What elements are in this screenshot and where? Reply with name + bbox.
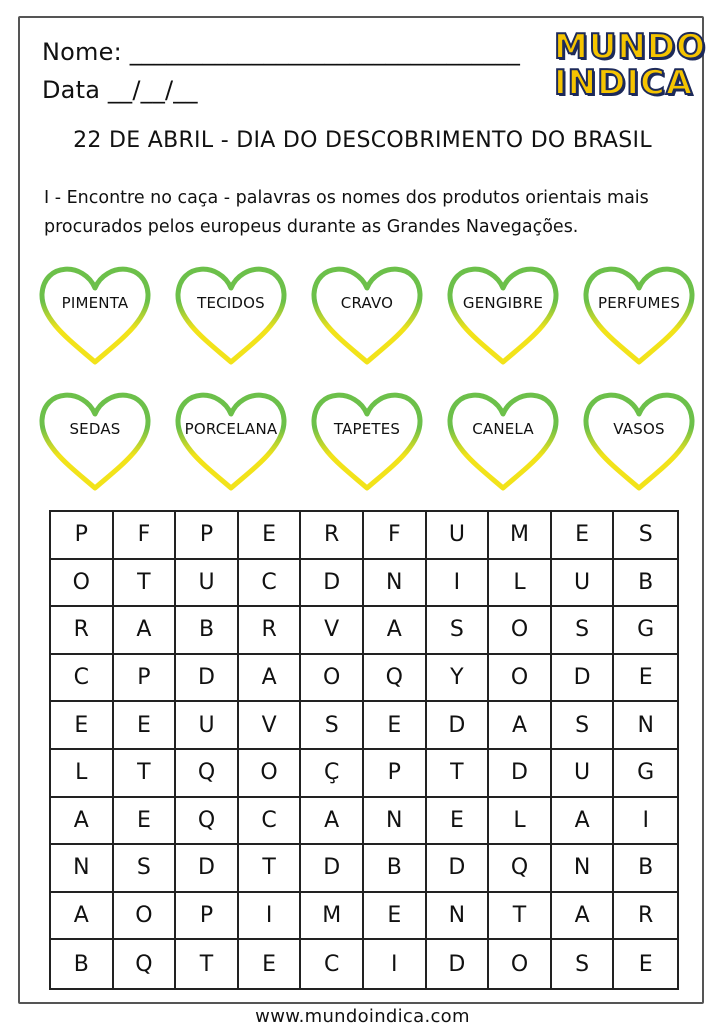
grid-cell[interactable]: E (364, 893, 427, 941)
grid-cell[interactable]: B (614, 845, 677, 893)
word-hearts (0, 0, 725, 500)
grid-cell[interactable]: R (239, 607, 302, 655)
word-label: TAPETES (333, 420, 401, 438)
grid-cell[interactable]: L (489, 560, 552, 608)
grid-cell[interactable]: A (552, 893, 615, 941)
grid-cell[interactable]: U (176, 560, 239, 608)
word-label: PORCELANA (184, 420, 278, 438)
grid-cell[interactable]: V (301, 607, 364, 655)
logo-line-2: INDICA (554, 63, 694, 103)
grid-cell[interactable]: D (427, 940, 490, 988)
grid-cell[interactable]: C (239, 798, 302, 846)
grid-cell[interactable]: Q (176, 750, 239, 798)
heart-icon (36, 384, 154, 494)
grid-cell[interactable]: D (489, 750, 552, 798)
grid-cell[interactable]: T (427, 750, 490, 798)
grid-cell[interactable]: D (552, 655, 615, 703)
heart-icon (36, 258, 154, 368)
word-heart (580, 258, 698, 368)
grid-cell[interactable]: A (239, 655, 302, 703)
word-label: CANELA (472, 420, 534, 438)
word-heart (36, 384, 154, 494)
grid-cell[interactable]: S (552, 702, 615, 750)
heart-icon (172, 384, 290, 494)
word-heart (172, 384, 290, 494)
grid-cell[interactable]: P (364, 750, 427, 798)
grid-cell[interactable]: N (364, 560, 427, 608)
word-label: GENGIBRE (462, 294, 544, 312)
grid-cell[interactable]: L (489, 798, 552, 846)
heart-icon (172, 258, 290, 368)
grid-cell[interactable]: O (489, 607, 552, 655)
grid-cell[interactable]: P (176, 512, 239, 560)
word-label: PERFUMES (597, 294, 681, 312)
grid-cell[interactable]: A (489, 702, 552, 750)
grid-cell[interactable]: B (51, 940, 114, 988)
grid-cell[interactable]: F (364, 512, 427, 560)
grid-cell[interactable]: O (239, 750, 302, 798)
grid-cell[interactable]: M (489, 512, 552, 560)
grid-cell[interactable]: V (239, 702, 302, 750)
heart-icon (308, 384, 426, 494)
word-heart (172, 258, 290, 368)
grid-cell[interactable]: A (552, 798, 615, 846)
grid-cell[interactable]: Q (114, 940, 177, 988)
grid-cell[interactable]: N (364, 798, 427, 846)
grid-cell[interactable]: E (638, 951, 653, 977)
grid-cell[interactable]: A (51, 893, 114, 941)
heart-icon (444, 258, 562, 368)
grid-cell[interactable]: N (51, 845, 114, 893)
grid-cell[interactable]: D (301, 845, 364, 893)
grid-cell[interactable]: O (301, 655, 364, 703)
grid-cell[interactable]: S (427, 607, 490, 655)
grid-cell[interactable]: P (114, 655, 177, 703)
grid-cell[interactable]: S (614, 512, 677, 560)
grid-cell[interactable]: P (176, 893, 239, 941)
grid-cell[interactable]: T (239, 845, 302, 893)
grid-cell[interactable]: C (51, 655, 114, 703)
grid-cell[interactable]: E (114, 798, 177, 846)
grid-cell[interactable]: E (552, 512, 615, 560)
grid-cell[interactable]: N (552, 845, 615, 893)
grid-cell[interactable]: D (427, 702, 490, 750)
heart-icon (444, 384, 562, 494)
grid-cell[interactable]: Y (427, 655, 490, 703)
word-heart (308, 384, 426, 494)
grid-cell[interactable]: D (176, 655, 239, 703)
grid-cell[interactable]: U (552, 560, 615, 608)
word-heart (444, 258, 562, 368)
logo-line-1: MUNDO (554, 27, 707, 67)
word-heart (580, 384, 698, 494)
grid-cell[interactable]: O (489, 940, 552, 988)
grid-cell[interactable]: T (489, 893, 552, 941)
grid-cell[interactable]: I (239, 893, 302, 941)
grid-cell[interactable]: I (427, 560, 490, 608)
name-field: Nome: ________________________________ (42, 38, 521, 66)
word-label: VASOS (613, 420, 665, 438)
grid-cell[interactable]: E (364, 702, 427, 750)
grid-cell[interactable]: U (427, 512, 490, 560)
grid-cell[interactable]: C (301, 940, 364, 988)
grid-cell[interactable]: R (301, 512, 364, 560)
grid-cell[interactable]: B (176, 607, 239, 655)
grid-cell[interactable]: A (301, 798, 364, 846)
grid-cell[interactable]: N (427, 893, 490, 941)
grid-cell[interactable]: E (114, 702, 177, 750)
grid-cell[interactable]: A (364, 607, 427, 655)
grid-cell[interactable]: A (51, 798, 114, 846)
footer-url: www.mundoindica.com (255, 1006, 470, 1024)
grid-cell[interactable]: S (114, 845, 177, 893)
grid-cell[interactable]: Q (489, 845, 552, 893)
word-label: CRAVO (340, 294, 394, 312)
heart-icon (308, 258, 426, 368)
grid-cell[interactable]: I (364, 940, 427, 988)
grid-cell[interactable]: S (301, 702, 364, 750)
grid-cell[interactable]: B (364, 845, 427, 893)
grid-cell[interactable]: S (552, 607, 615, 655)
heart-icon (580, 384, 698, 494)
word-label: PIMENTA (61, 294, 129, 312)
word-heart (444, 384, 562, 494)
grid-cell[interactable]: E (427, 798, 490, 846)
grid-cell[interactable]: Ç (301, 750, 364, 798)
grid-cell[interactable]: Q (176, 798, 239, 846)
grid-cell[interactable]: D (301, 560, 364, 608)
grid-cell[interactable]: U (552, 750, 615, 798)
date-field: Data __/__/__ (42, 76, 198, 104)
grid-cell[interactable]: P (51, 512, 114, 560)
grid-cell[interactable]: G (614, 607, 677, 655)
grid-cell[interactable]: G (614, 750, 677, 798)
word-label: TECIDOS (197, 294, 265, 312)
grid-cell[interactable]: U (176, 702, 239, 750)
grid-cell[interactable]: T (114, 560, 177, 608)
grid-cell[interactable]: M (301, 893, 364, 941)
page-title: 22 DE ABRIL - DIA DO DESCOBRIMENTO DO BRASIL (73, 128, 652, 153)
heart-icon (580, 258, 698, 368)
grid-cell[interactable]: B (614, 560, 677, 608)
grid-cell[interactable]: T (114, 750, 177, 798)
grid-cell[interactable]: Q (364, 655, 427, 703)
grid-cell[interactable]: O (489, 655, 552, 703)
grid-cell[interactable]: N (614, 702, 677, 750)
grid-cell[interactable]: O (114, 893, 177, 941)
word-heart (36, 258, 154, 368)
grid-cell[interactable]: O (51, 560, 114, 608)
grid-cell[interactable]: E (239, 512, 302, 560)
grid-cell[interactable]: D (427, 845, 490, 893)
word-label: SEDAS (69, 420, 121, 438)
instruction-text: I - Encontre no caça - palavras os nomes dos produtos orientais mais procurados pelos europeus durante as Grandes Navegações. (44, 188, 649, 237)
grid-cell[interactable]: F (114, 512, 177, 560)
grid-cell[interactable]: S (552, 940, 615, 988)
grid-cell[interactable]: E (239, 940, 302, 988)
grid-cell[interactable]: A (114, 607, 177, 655)
grid-cell[interactable]: E (614, 655, 677, 703)
word-search-grid (49, 510, 679, 990)
grid-cell[interactable]: L (51, 750, 114, 798)
grid-cell[interactable]: D (176, 845, 239, 893)
grid-cell[interactable]: C (239, 560, 302, 608)
grid-cell[interactable]: E (51, 702, 114, 750)
grid-cell[interactable]: I (614, 798, 677, 846)
grid-cell[interactable]: R (614, 893, 677, 941)
grid-cell[interactable]: R (51, 607, 114, 655)
grid-cell[interactable]: T (176, 940, 239, 988)
word-heart (308, 258, 426, 368)
